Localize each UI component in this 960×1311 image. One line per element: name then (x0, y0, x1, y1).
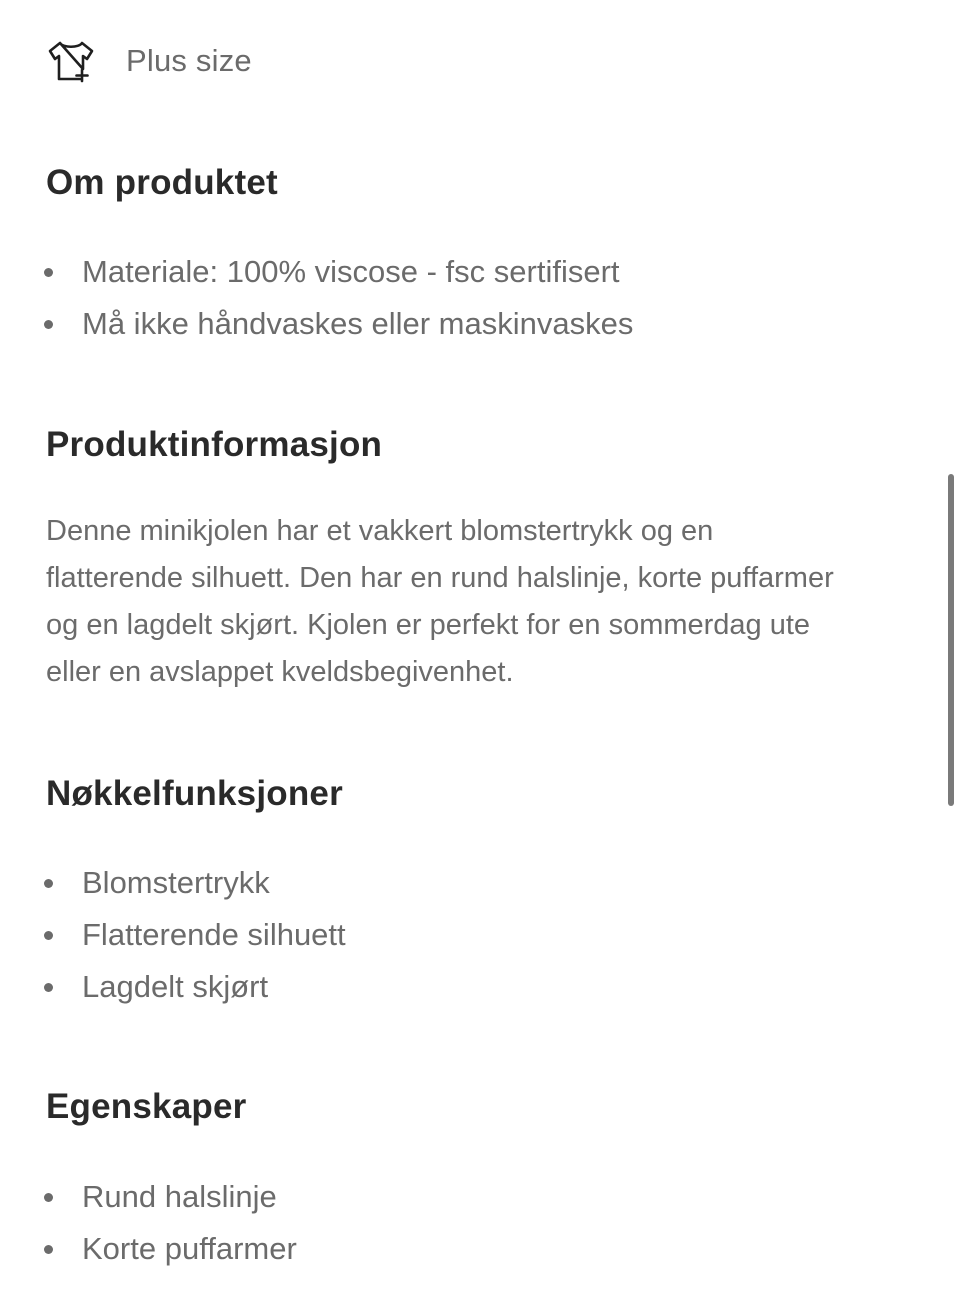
list-item: Korte puffarmer (0, 1223, 297, 1275)
properties-list (0, 1171, 297, 1275)
list-item: Rund halslinje (0, 1171, 297, 1223)
properties-heading: Egenskaper (46, 1087, 247, 1126)
key-features-list (0, 857, 346, 1013)
list-item: Flatterende silhuett (0, 909, 346, 961)
tshirt-plus-icon (46, 39, 96, 83)
list-item: Må ikke håndvaskes eller maskinvaskes (0, 298, 633, 350)
scrollbar[interactable] (948, 474, 954, 806)
product-info-heading: Produktinformasjon (46, 425, 383, 464)
plus-size-row[interactable] (46, 38, 252, 84)
about-product-heading: Om produktet (46, 163, 278, 202)
about-product-list (0, 246, 633, 350)
list-item: Blomstertrykk (0, 857, 346, 909)
list-item: Lagdelt skjørt (0, 961, 346, 1013)
product-description: Denne minikjolen har et vakkert blomstertrykk og en flatterende silhuett. Den har en rund halslinje, korte puffarmer og en lagdelt skjørt. Kjolen er perfekt for en sommerdag ute eller en avslappet kveldsbegivenhet. (46, 515, 834, 688)
list-item: Materiale: 100% viscose - fsc sertifisert (0, 246, 633, 298)
key-features-heading: Nøkkelfunksjoner (46, 774, 343, 813)
plus-size-label: Plus size (126, 43, 252, 78)
